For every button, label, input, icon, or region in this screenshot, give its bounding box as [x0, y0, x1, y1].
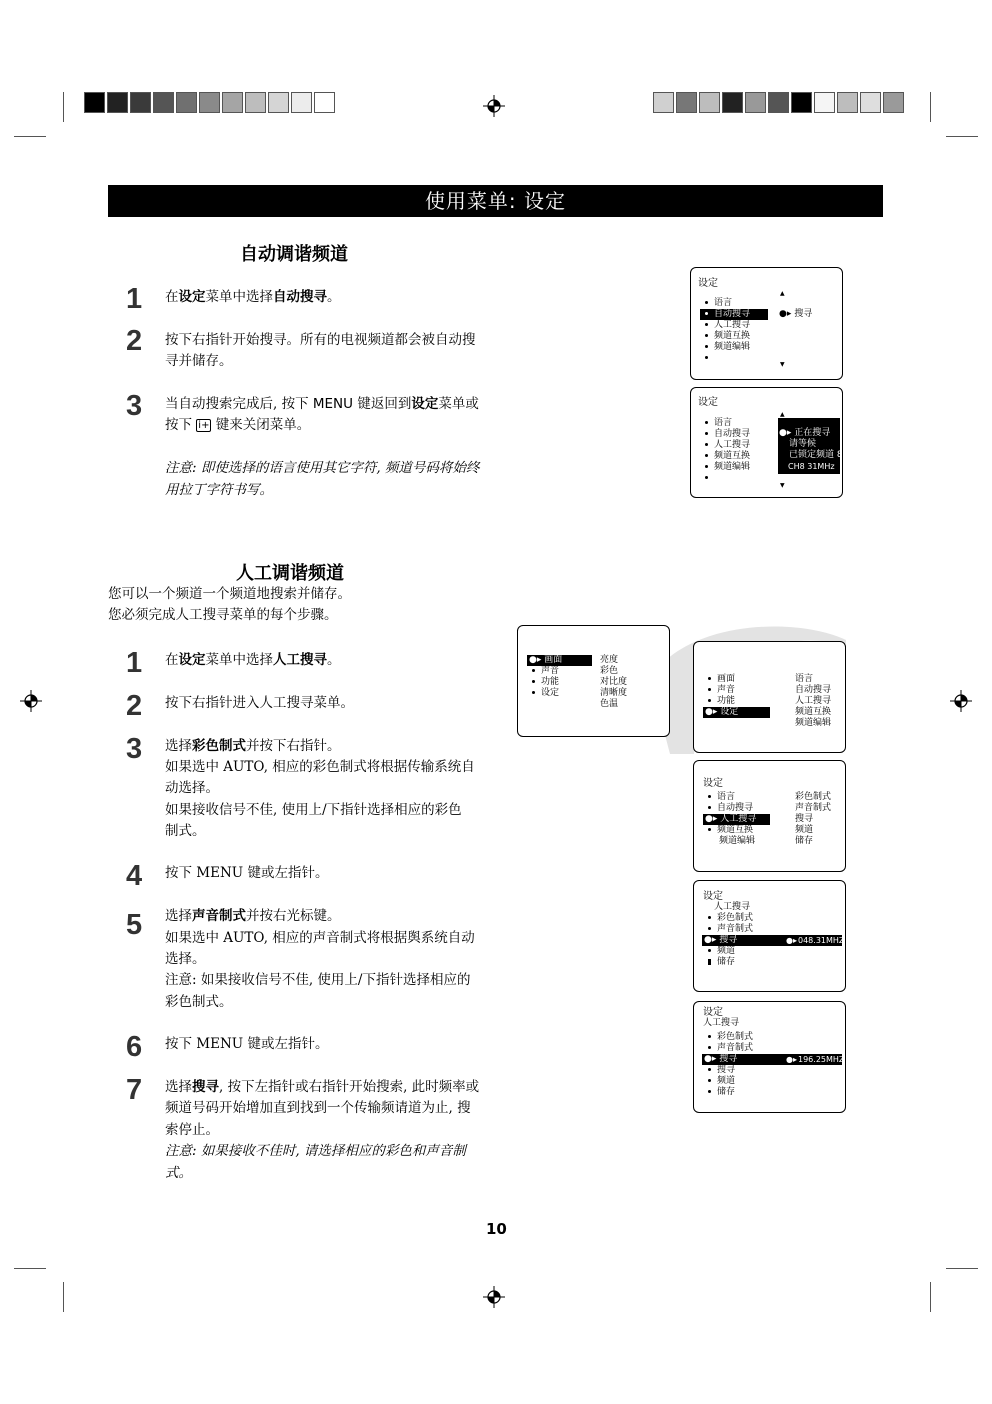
osd-sub-item: 搜寻 [795, 814, 814, 824]
color-swatch [107, 92, 128, 113]
osd-main-menu-setup [693, 641, 846, 753]
step-number: 5 [126, 909, 143, 941]
step-text: 如果选中 AUTO, 相应的声音制式将根据舆系统自动 [165, 930, 475, 946]
osd-item-selected: ●▸ 人工搜寻 [703, 814, 770, 825]
osd-setup-auto-search [690, 267, 843, 380]
note-text: 式。 [165, 1165, 192, 1181]
color-swatch [676, 92, 697, 113]
scroll-down-icon: ▼ [780, 482, 785, 489]
step-text: 彩色制式。 [165, 994, 233, 1010]
intro-text: 您可以一个频道一个频道地搜索并储存。 [108, 586, 351, 602]
crop-mark [946, 136, 978, 137]
osd-item: 频道互换 [705, 451, 750, 462]
osd-sub-item: 自动搜寻 [795, 685, 832, 695]
step-text: 寻并储存。 [165, 353, 233, 369]
step-number: 4 [126, 860, 143, 892]
step-text: 索停止。 [165, 1122, 219, 1138]
color-swatch [199, 92, 220, 113]
crop-mark [63, 1282, 64, 1312]
osd-item: 频道互换 [708, 825, 753, 836]
step-text: 按下右指针开始搜寻。所有的电视频道都会被自动搜 [165, 332, 476, 348]
osd-sub-item: 对比度 [600, 677, 628, 687]
osd-item: 频道 [708, 946, 735, 957]
color-swatch [814, 92, 835, 113]
step-text: 按下 MENU 键或左指针。 [165, 865, 329, 881]
osd-item: 功能 [708, 696, 735, 707]
osd-title: 设定 [698, 278, 718, 289]
registration-mark-icon [483, 95, 505, 117]
note-text: 注意: 即使选择的语言使用其它字符, 频道号码将始终 [165, 460, 480, 476]
osd-item: 储存 [708, 957, 735, 968]
osd-sub-item: 亮度 [600, 655, 619, 665]
step-number: 3 [126, 390, 143, 422]
osd-setup-searching [690, 387, 843, 498]
intro-text: 您必须完成人工搜寻菜单的每个步骤。 [108, 607, 338, 623]
osd-sub-item: 色温 [600, 699, 619, 709]
osd-item: 声音制式 [708, 924, 753, 935]
step-text: 注意: 如果接收信号不佳, 使用上/下指针选择相应的 [165, 972, 471, 988]
crop-mark [930, 1282, 931, 1312]
osd-item: 功能 [532, 677, 559, 688]
color-swatch [291, 92, 312, 113]
registration-mark-icon [20, 690, 42, 712]
osd-item: 声音 [708, 685, 735, 696]
color-swatch [768, 92, 789, 113]
color-swatch [653, 92, 674, 113]
osd-item: 人工搜寻 [705, 320, 750, 331]
color-swatch [176, 92, 197, 113]
osd-item: 人工搜寻 [705, 440, 750, 451]
step-number: 2 [126, 690, 143, 722]
color-swatch [699, 92, 720, 113]
osd-item: 自动搜寻 [705, 429, 750, 440]
page-number: 10 [486, 1220, 507, 1238]
osd-item: 语言 [705, 298, 732, 309]
scroll-up-icon: ▲ [780, 411, 785, 418]
osd-item-selected: ●▸ 搜寻 ●▸ 196.25MHZ [704, 1054, 845, 1064]
osd-item: 自动搜寻 [708, 803, 753, 814]
osd-status-line: 请等候 [789, 439, 817, 449]
osd-item: 声音 [532, 666, 559, 677]
osd-sub-item: 彩色制式 [795, 792, 832, 802]
step-text: 按下 i+ 键来关闭菜单。 [165, 417, 311, 433]
osd-setup-manual-search [693, 760, 846, 872]
osd-item: 语言 [708, 792, 735, 803]
step-text: 在设定菜单中选择自动搜寻。 [165, 289, 341, 305]
step-text: 当自动搜索完成后, 按下 MENU 键返回到设定菜单或 [165, 396, 479, 412]
step-text: 如果选中 AUTO, 相应的彩色制式将根据传输系统自 [165, 759, 475, 775]
step-text: 频道号码开始增加直到找到一个传输频请道为止, 搜 [165, 1100, 471, 1116]
osd-item: 设定 [532, 688, 559, 699]
crop-mark [14, 1268, 46, 1269]
color-swatch [860, 92, 881, 113]
osd-item-empty [705, 353, 714, 364]
osd-item: 搜寻 [708, 1065, 735, 1076]
osd-item: 彩色制式 [708, 1032, 753, 1043]
color-swatch [722, 92, 743, 113]
color-swatch [268, 92, 289, 113]
osd-item: 画面 [708, 674, 735, 685]
step-number: 2 [126, 325, 143, 357]
step-number: 6 [126, 1031, 143, 1063]
color-swatch [837, 92, 858, 113]
info-key-icon: i+ [198, 420, 210, 431]
crop-mark [14, 136, 46, 137]
color-swatch [745, 92, 766, 113]
color-swatch [245, 92, 266, 113]
scroll-down-icon: ▼ [780, 361, 785, 368]
registration-mark-icon [483, 1286, 505, 1308]
step-text: 选择彩色制式并按下右指针。 [165, 738, 341, 754]
osd-status-line: 已锁定频道 8 [789, 450, 843, 460]
osd-item: 频道编辑 [705, 462, 750, 473]
osd-sub-item: 人工搜寻 [795, 696, 832, 706]
color-swatch [222, 92, 243, 113]
osd-title: 设定 [698, 397, 718, 408]
step-number: 1 [126, 647, 143, 679]
registration-mark-icon [950, 690, 972, 712]
step-number: 3 [126, 733, 143, 765]
color-swatch [130, 92, 151, 113]
osd-item: 声音制式 [708, 1043, 753, 1054]
osd-item: 彩色制式 [708, 913, 753, 924]
step-number: 1 [126, 283, 143, 315]
note-text: 用拉丁字符书写。 [165, 482, 273, 498]
osd-status-line: ●▸ 正在搜寻 [779, 428, 831, 438]
osd-manual-search-1 [693, 880, 846, 992]
osd-item-selected: 自动搜寻 [700, 309, 768, 320]
step-number: 7 [126, 1074, 143, 1106]
osd-item-selected: ●▸ 画面 [527, 655, 592, 666]
osd-title: 设定 [703, 1007, 723, 1018]
osd-sub-item: 声音制式 [795, 803, 832, 813]
osd-sub-item: 彩色 [600, 666, 619, 676]
crop-mark [63, 92, 64, 122]
osd-sub-item: 频道编辑 [795, 718, 832, 728]
step-text: 按下 MENU 键或左指针。 [165, 1036, 329, 1052]
osd-item: 频道编辑 [719, 836, 756, 846]
osd-item: 频道 [708, 1076, 735, 1087]
crop-mark [930, 92, 931, 122]
note-text: 注意: 如果接收不佳时, 请选择相应的彩色和声音制 [165, 1143, 466, 1159]
osd-item-selected: ●▸ 搜寻 ●▸ 048.31MHZ [704, 935, 845, 945]
step-text: 如果接收信号不佳, 使用上/下指针选择相应的彩色 [165, 802, 462, 818]
color-swatch [314, 92, 335, 113]
step-text: 选择声音制式并按右光标键。 [165, 908, 341, 924]
osd-item: 频道互换 [705, 331, 750, 342]
color-swatch [153, 92, 174, 113]
step-text: 选择。 [165, 951, 206, 967]
osd-item: 频道编辑 [705, 342, 750, 353]
osd-status-line: CH8 31MHz [788, 462, 835, 471]
osd-subtitle: 人工搜寻 [703, 1018, 740, 1028]
page-title: 使用菜单: 设定 [108, 185, 883, 217]
osd-subtitle: 人工搜寻 [714, 902, 751, 912]
osd-title: 设定 [703, 891, 723, 902]
osd-item-selected: ●▸ 设定 [703, 707, 770, 718]
osd-sub-item: 储存 [795, 836, 814, 846]
osd-sub-item: 频道 [795, 825, 814, 835]
osd-title: 设定 [703, 778, 723, 789]
step-text: 在设定菜单中选择人工搜寻。 [165, 652, 341, 668]
crop-mark [946, 1268, 978, 1269]
step-text: 按下右指针进入人工搜寻菜单。 [165, 695, 354, 711]
step-text: 选择搜寻, 按下左指针或右指针开始搜索, 此时频率或 [165, 1079, 480, 1095]
osd-sub-item: 语言 [795, 674, 814, 684]
osd-main-menu [517, 625, 670, 737]
section-heading-manual-tuning: 人工调谐频道 [236, 563, 344, 584]
osd-right-option: ●▸ 搜寻 [779, 309, 813, 319]
scroll-up-icon: ▲ [780, 290, 785, 297]
color-swatch [84, 92, 105, 113]
step-text: 动选择。 [165, 780, 219, 796]
section-heading-auto-tuning: 自动调谐频道 [240, 244, 348, 265]
osd-item: 储存 [708, 1087, 735, 1098]
color-swatch [791, 92, 812, 113]
osd-item-empty [705, 473, 714, 484]
osd-sub-item: 频道互换 [795, 707, 832, 717]
osd-sub-item: 清晰度 [600, 688, 628, 698]
osd-manual-search-2 [693, 1001, 846, 1113]
osd-item: 语言 [705, 418, 732, 429]
step-text: 制式。 [165, 823, 206, 839]
color-swatch [883, 92, 904, 113]
